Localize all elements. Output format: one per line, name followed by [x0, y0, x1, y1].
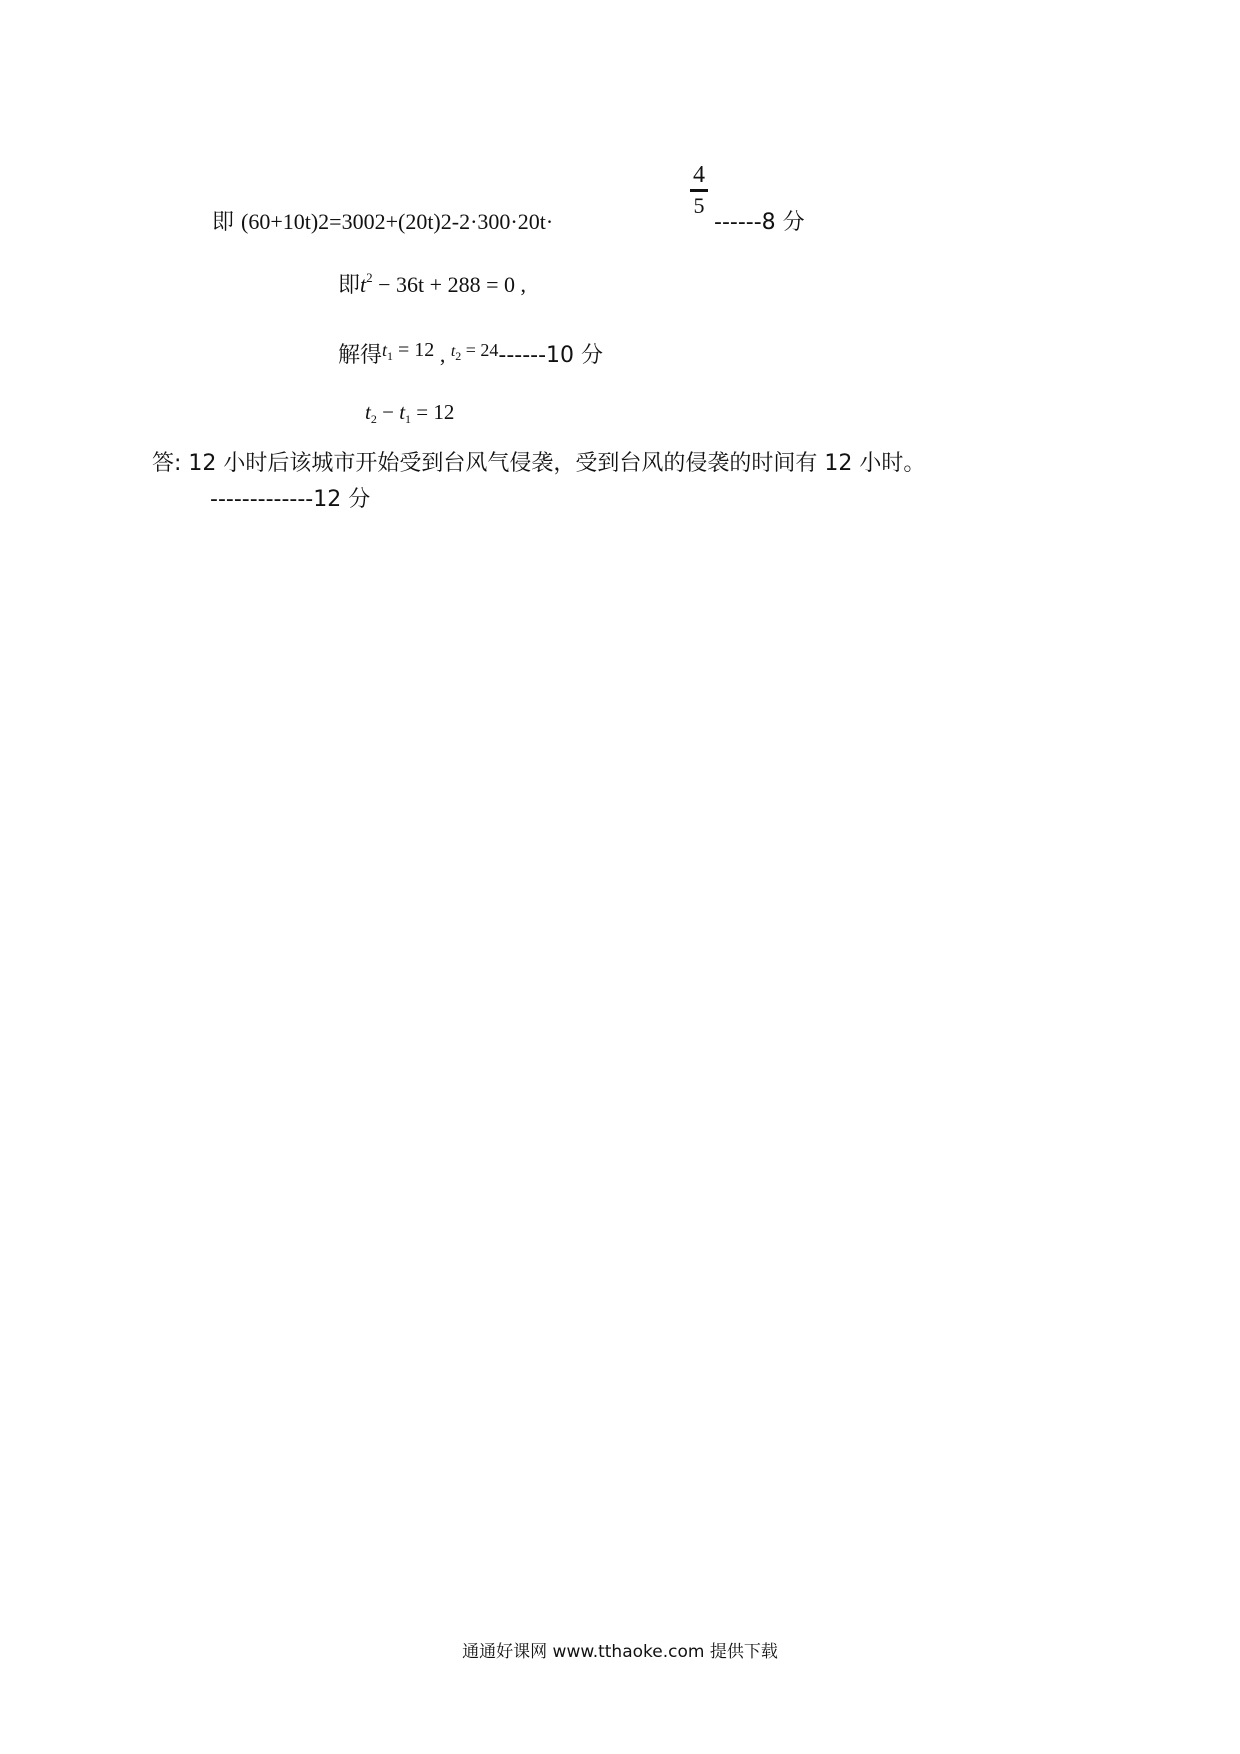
- line2-variable: t: [360, 272, 367, 297]
- line1-expression: (60+10t)2=3002+(20t)2-2·300·20t·: [241, 209, 554, 234]
- answer-text: 答: 12 小时后该城市开始受到台风气侵袭，受到台风的侵袭的时间有 12 小时。: [152, 451, 926, 476]
- equation-line-3: [338, 338, 603, 369]
- t1-diff-subscript: 1: [405, 412, 412, 426]
- diff-result: = 12: [411, 400, 455, 424]
- t2-variable: t: [450, 343, 456, 360]
- t1-value: = 12: [393, 339, 435, 361]
- equation-line-4: [365, 400, 454, 427]
- fraction-numerator: 4: [693, 162, 705, 188]
- line3-prefix: 解得: [338, 343, 383, 368]
- t1-diff-variable: t: [399, 400, 406, 424]
- line1-score: ------8 分: [714, 210, 805, 235]
- t1-variable: t: [382, 340, 388, 360]
- fraction-denominator: 5: [693, 193, 705, 218]
- t2-diff-subscript: 2: [370, 412, 377, 426]
- t2-value: = 24: [461, 340, 499, 360]
- equation-line-1: [212, 162, 805, 236]
- t1-subscript: 1: [387, 349, 394, 363]
- line1-prefix: 即: [212, 210, 241, 235]
- diff-minus: −: [376, 400, 400, 424]
- line2-prefix: 即: [338, 273, 361, 298]
- answer-score: -------------12 分: [210, 487, 371, 512]
- page-footer: 通通好课网 www.tthaoke.com 提供下载: [462, 1642, 778, 1662]
- t2-subscript: 2: [455, 349, 462, 363]
- line3-separator: ,: [434, 342, 451, 367]
- t2-diff-variable: t: [365, 400, 371, 424]
- line3-score: ------10 分: [498, 343, 604, 368]
- line2-exponent: 2: [366, 270, 373, 285]
- fraction-four-fifths: [688, 161, 710, 220]
- equation-line-2: [338, 268, 526, 299]
- line2-rest: − 36t + 288 = 0 ,: [372, 272, 526, 297]
